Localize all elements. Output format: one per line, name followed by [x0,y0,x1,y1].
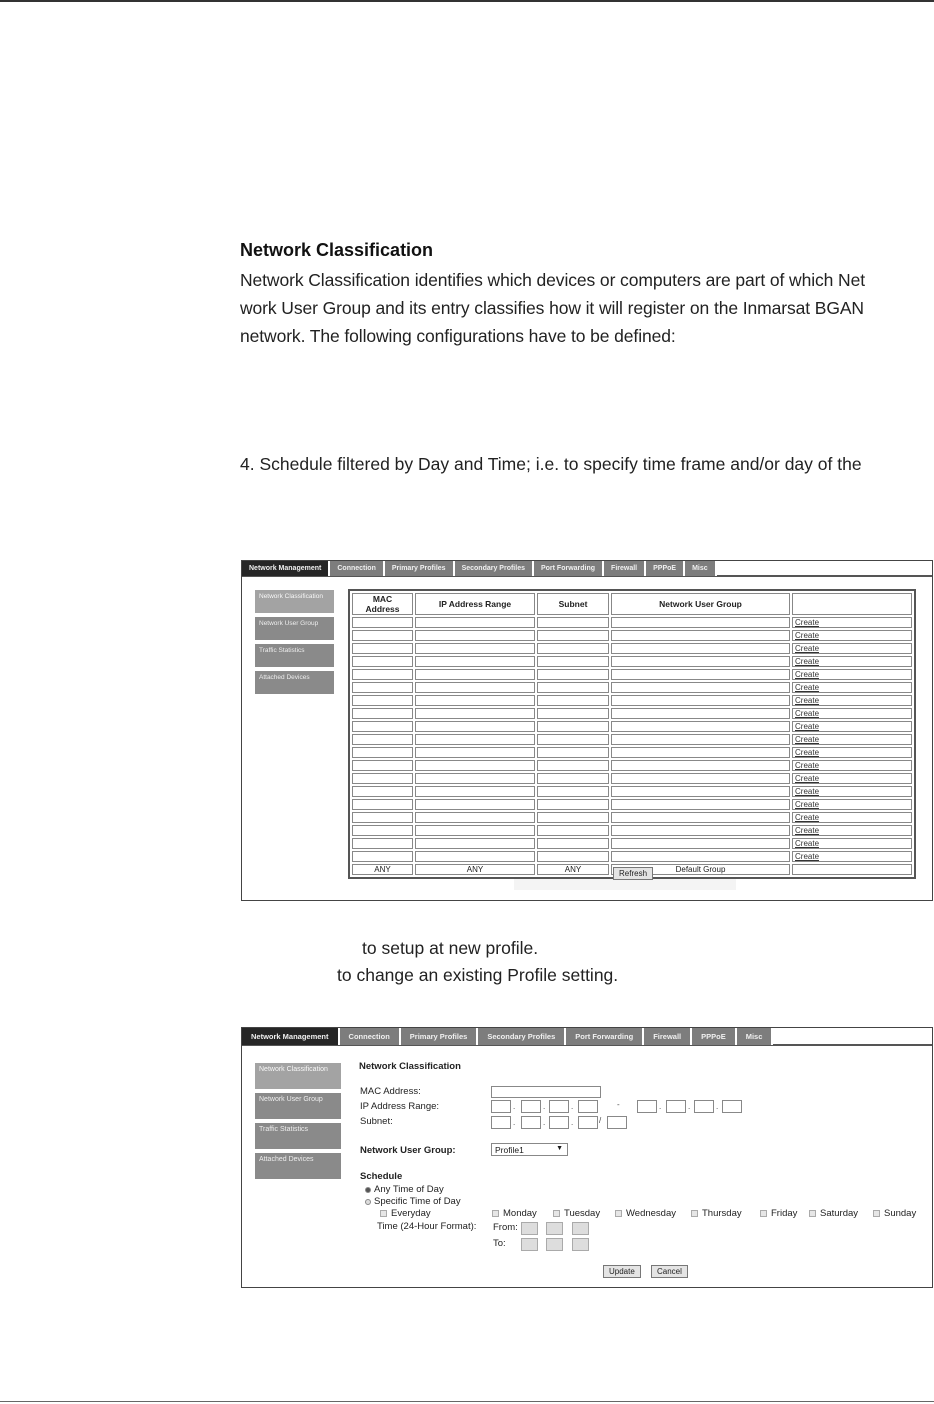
table-cell [415,825,535,836]
table-row [352,695,912,706]
table-cell [352,669,413,680]
sunday-label: Sunday [884,1208,917,1219]
everyday-label: Everyday [391,1208,431,1219]
table-cell [611,760,790,771]
table-cell [352,799,413,810]
table-cell [537,617,609,628]
create-link[interactable]: Create [792,643,912,654]
sidebar-item-network-user-group[interactable]: Network User Group [255,617,334,640]
ip-end-octet[interactable] [694,1100,714,1113]
table-cell [537,734,609,745]
ip-end-octet[interactable] [722,1100,742,1113]
to-label: To: [493,1238,506,1249]
tab-pppoe[interactable]: PPPoE [692,1028,737,1045]
table-cell [611,721,790,732]
sidebar [255,1063,341,1183]
create-link[interactable]: Create [792,786,912,797]
create-link[interactable]: Create [792,630,912,641]
sidebar-item-attached-devices[interactable]: Attached Devices [255,1153,341,1179]
group-select-value: Profile1 [495,1145,524,1155]
octet-dot: . [571,1118,574,1127]
table-cell [415,682,535,693]
range-dash: - [617,1100,620,1109]
table-cell [352,695,413,706]
tab-primary-profiles[interactable]: Primary Profiles [385,561,455,576]
table-cell [415,799,535,810]
table-cell [415,695,535,706]
default-row-cell: Default Group [611,864,790,875]
create-link[interactable]: Create [792,838,912,849]
tab-firewall[interactable]: Firewall [644,1028,692,1045]
create-link[interactable]: Create [792,721,912,732]
ip-start-octet[interactable] [549,1100,569,1113]
table-row [352,630,912,641]
table-cell [415,721,535,732]
saturday-checkbox[interactable] [809,1210,816,1217]
default-row-cell: ANY [537,864,609,875]
table-cell [537,786,609,797]
sunday-checkbox[interactable] [873,1210,880,1217]
table-cell [537,851,609,862]
sidebar-item-network-classification[interactable]: Network Classification [255,1063,341,1089]
table-cell [611,617,790,628]
table-cell [352,825,413,836]
create-link[interactable]: Create [792,799,912,810]
table-cell [352,851,413,862]
table-cell [352,656,413,667]
table-cell [415,669,535,680]
octet-dot: . [513,1102,516,1111]
table-cell [352,734,413,745]
subnet-octet[interactable] [521,1116,541,1129]
tab-bar [242,1028,773,1045]
section-heading: Network Classification [240,240,434,260]
table-cell [611,851,790,862]
network-user-group-select[interactable] [491,1143,568,1156]
subnet-octet[interactable] [491,1116,511,1129]
wednesday-label: Wednesday [626,1208,676,1219]
tab-misc[interactable]: Misc [737,1028,774,1045]
group-label: Network User Group: [360,1145,456,1156]
table-row [352,721,912,732]
octet-dot: . [571,1102,574,1111]
octet-dot: . [513,1118,516,1127]
schedule-label: Schedule [360,1171,403,1182]
table-cell [352,630,413,641]
octet-dot: . [543,1118,546,1127]
table-cell [352,708,413,719]
table-cell [415,630,535,641]
table-row [352,656,912,667]
ip-start-octet[interactable] [491,1100,511,1113]
table-row [352,734,912,745]
subnet-octet[interactable] [578,1116,598,1129]
table-cell [352,773,413,784]
col-network-user-group: Network User Group [611,593,790,615]
monday-label: Monday [503,1208,537,1219]
faded-status-bar [514,879,736,890]
table-body [352,617,912,875]
thursday-checkbox[interactable] [691,1210,698,1217]
sidebar-item-traffic-statistics[interactable]: Traffic Statistics [255,644,334,667]
bottom-rule [0,1401,934,1402]
cancel-button[interactable]: Cancel [651,1265,688,1278]
tab-primary-profiles[interactable]: Primary Profiles [401,1028,479,1045]
ip-start-octet[interactable] [578,1100,598,1113]
sidebar-item-network-user-group[interactable]: Network User Group [255,1093,341,1119]
tab-network-management[interactable]: Network Management [242,561,330,576]
table-cell [611,838,790,849]
table-cell [537,708,609,719]
mac-address-input[interactable] [491,1086,601,1098]
tab-misc[interactable]: Misc [685,561,717,576]
tab-secondary-profiles[interactable]: Secondary Profiles [478,1028,566,1045]
table-row [352,812,912,823]
from-time-field[interactable] [521,1222,538,1235]
edit-note: to change an existing Profile setting. [337,965,619,985]
table-cell [611,786,790,797]
table-row [352,838,912,849]
sidebar-item-attached-devices[interactable]: Attached Devices [255,671,334,694]
table-cell [611,747,790,758]
create-link[interactable]: Create [792,695,912,706]
col-mac-address: MAC Address [352,593,413,615]
create-link[interactable]: Create [792,708,912,719]
any-time-label: Any Time of Day [374,1184,444,1195]
time-format-label: Time (24-Hour Format): [377,1221,477,1232]
table-row [352,643,912,654]
friday-checkbox[interactable] [760,1210,767,1217]
table-cell [611,682,790,693]
table-cell [415,747,535,758]
saturday-label: Saturday [820,1208,859,1219]
chevron-down-icon: ▼ [556,1145,563,1152]
from-label: From: [493,1222,518,1233]
any-time-radio[interactable] [365,1187,371,1193]
table-cell [415,617,535,628]
paragraph-line: work User Group and its entry classifies how it will register on the Inmarsat BGAN [240,298,864,318]
create-link[interactable]: Create [792,747,912,758]
table-cell [537,773,609,784]
form-title: Network Classification [359,1061,461,1072]
table-cell [415,838,535,849]
specific-time-radio[interactable] [365,1199,371,1205]
table-cell [415,643,535,654]
table-cell [537,630,609,641]
top-rule [0,0,934,2]
mac-label: MAC Address: [360,1086,421,1097]
table-cell [537,669,609,680]
table-cell [537,721,609,732]
table-cell [352,786,413,797]
tab-connection[interactable]: Connection [330,561,385,576]
col-subnet: Subnet [537,593,609,615]
update-button[interactable]: Update [603,1265,641,1278]
sidebar-item-traffic-statistics[interactable]: Traffic Statistics [255,1123,341,1149]
subnet-prefix-input[interactable] [607,1116,627,1129]
octet-dot: . [688,1102,691,1111]
tab-port-forwarding[interactable]: Port Forwarding [534,561,604,576]
tab-pppoe[interactable]: PPPoE [646,561,685,576]
table-cell [352,617,413,628]
table-cell [415,773,535,784]
table-cell [537,760,609,771]
tab-port-forwarding[interactable]: Port Forwarding [566,1028,644,1045]
subnet-label: Subnet: [360,1116,393,1127]
sidebar-item-network-classification[interactable]: Network Classification [255,590,334,613]
create-link[interactable]: Create [792,669,912,680]
create-link[interactable]: Create [792,825,912,836]
sidebar [255,590,334,698]
create-note: to setup at new profile. [362,938,539,958]
table-row [352,773,912,784]
table-cell [611,656,790,667]
table-header-row [352,593,912,615]
intro-paragraph [240,266,930,350]
tuesday-label: Tuesday [564,1208,601,1219]
tuesday-checkbox[interactable] [553,1210,560,1217]
table-row [352,669,912,680]
table-cell [537,682,609,693]
classification-list-screenshot [241,560,933,901]
table-row [352,708,912,719]
to-time-field[interactable] [572,1238,589,1251]
default-row-cell: ANY [415,864,535,875]
wednesday-checkbox[interactable] [615,1210,622,1217]
subnet-octet[interactable] [549,1116,569,1129]
table-cell [415,734,535,745]
monday-checkbox[interactable] [492,1210,499,1217]
table-cell [611,812,790,823]
table-cell [611,669,790,680]
table-cell [415,656,535,667]
table-row [352,786,912,797]
ip-range-label: IP Address Range: [360,1101,440,1112]
classification-table [348,589,916,879]
tab-firewall[interactable]: Firewall [604,561,646,576]
create-link[interactable]: Create [792,760,912,771]
table-row [352,851,912,862]
table-row [352,825,912,836]
table-cell [352,643,413,654]
table-cell [352,747,413,758]
table-cell [537,799,609,810]
table-cell [352,721,413,732]
table-cell [611,773,790,784]
from-time-field[interactable] [572,1222,589,1235]
octet-dot: . [659,1102,662,1111]
table-cell [352,682,413,693]
friday-label: Friday [771,1208,798,1219]
everyday-checkbox[interactable] [380,1210,387,1217]
create-link[interactable]: Create [792,656,912,667]
create-link[interactable]: Create [792,812,912,823]
col-action [792,593,912,615]
default-row-cell [792,864,912,875]
tab-connection[interactable]: Connection [340,1028,401,1045]
from-time-field[interactable] [546,1222,563,1235]
table-cell [611,643,790,654]
create-link[interactable]: Create [792,682,912,693]
table-cell [611,630,790,641]
ip-end-octet[interactable] [637,1100,657,1113]
table-cell [537,838,609,849]
to-time-field[interactable] [521,1238,538,1251]
ip-end-octet[interactable] [666,1100,686,1113]
subnet-slash: / [599,1116,602,1125]
specific-time-label: Specific Time of Day [374,1196,461,1207]
thursday-label: Thursday [702,1208,742,1219]
table-cell [537,695,609,706]
table-cell [611,695,790,706]
table-cell [537,747,609,758]
table-cell [352,838,413,849]
table-cell [611,825,790,836]
octet-dot: . [543,1102,546,1111]
create-link[interactable]: Create [792,617,912,628]
table-cell [537,656,609,667]
table-row [352,760,912,771]
table-cell [415,708,535,719]
table-cell [611,708,790,719]
table-cell [352,760,413,771]
col-ip-address-range: IP Address Range [415,593,535,615]
table-cell [537,825,609,836]
table-row [352,617,912,628]
table-row [352,682,912,693]
table-row [352,747,912,758]
tab-bar [242,561,717,576]
octet-dot: . [716,1102,719,1111]
table-cell [415,812,535,823]
table-cell [537,643,609,654]
table-cell [352,812,413,823]
paragraph-line: Network Classification identifies which devices or computers are part of which Net [240,270,865,290]
tab-network-management[interactable]: Network Management [242,1028,340,1045]
create-link[interactable]: Create [792,734,912,745]
table-cell [415,760,535,771]
default-row-cell: ANY [352,864,413,875]
tab-secondary-profiles[interactable]: Secondary Profiles [455,561,534,576]
table-cell [537,812,609,823]
paragraph-line: network. The following configurations have to be defined: [240,326,676,346]
ip-start-octet[interactable] [521,1100,541,1113]
classification-form-screenshot [241,1027,933,1288]
step-4-text: 4. Schedule filtered by Day and Time; i.e. to specify time frame and/or day of the [240,454,862,474]
table-row [352,799,912,810]
table-cell [611,799,790,810]
table-cell [415,851,535,862]
create-link[interactable]: Create [792,773,912,784]
table-cell [415,786,535,797]
refresh-button[interactable]: Refresh [613,867,653,880]
create-link[interactable]: Create [792,851,912,862]
to-time-field[interactable] [546,1238,563,1251]
table-cell [611,734,790,745]
